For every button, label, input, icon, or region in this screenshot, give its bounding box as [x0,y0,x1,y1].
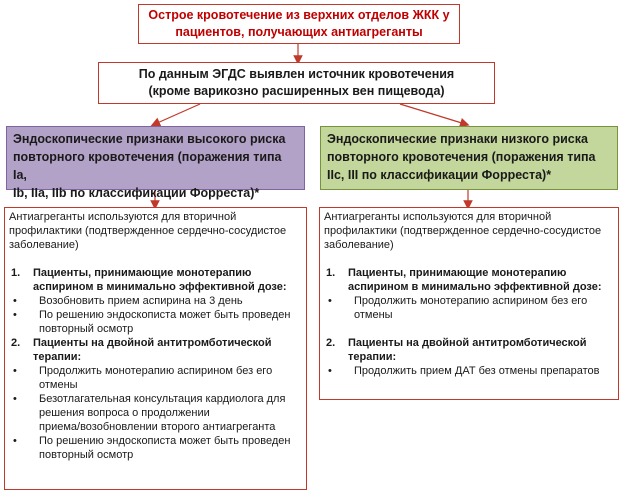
low-intro-line: профилактики (подтвержденное сердечно-сосудистое [324,225,602,237]
bullet-icon: • [328,365,332,377]
high-intro-line: Антиагреганты используются для вторичной [9,211,237,223]
low-intro-line: Антиагреганты используются для вторичной [324,211,552,223]
bullet-text: отмены [39,379,78,391]
item-text: Пациенты, принимающие монотерапию [348,267,567,279]
bleeding-box [138,4,460,44]
low-risk-detail-box [319,207,619,400]
bullet-text: По решению эндоскописта может быть проведен [39,435,291,447]
bullet-icon: • [13,393,17,405]
high-bullet-2 [9,308,302,336]
high-bullet-3 [9,364,302,392]
high-item-2 [9,336,302,364]
high-item-1 [9,266,302,294]
bullet-icon: • [13,295,17,307]
egds-line-1: По данным ЭГДС выявлен источник кровотечения [138,67,455,81]
bullet-text: решения вопроса о продолжении [39,407,210,419]
bullet-text: Продолжить прием ДАТ без отмены препаратов [354,365,600,377]
bullet-icon: • [13,365,17,377]
high-bullet-5 [9,434,302,462]
bullet-text: отмены [354,309,393,321]
bullet-text: Продолжить монотерапию аспирином без его [39,365,273,377]
bullet-icon: • [13,309,17,321]
high-risk-line-2: повторного кровотечения (поражения типа Ia, [13,150,282,182]
bullet-icon: • [328,295,332,307]
item-text: терапии: [348,351,397,363]
item-text: Пациенты на двойной антитромботической [33,337,272,349]
bullet-text: повторный осмотр [39,449,134,461]
low-risk-box [320,126,618,190]
item-text: аспирином в минимально эффективной дозе: [348,281,602,293]
arrow-egds-to-high [155,104,200,124]
bullet-icon: • [13,435,17,447]
item-text: Пациенты, принимающие монотерапию [33,267,252,279]
egds-box [98,62,495,104]
high-intro-line: заболевание) [9,239,79,251]
low-intro [324,210,614,252]
low-item-1 [324,266,614,294]
bullet-text: Продолжить монотерапию аспирином без его [354,295,588,307]
bleeding-line-2: пациентов, получающих антиагреганты [175,25,423,39]
item-text: аспирином в минимально эффективной дозе: [33,281,287,293]
item-number: 2. [11,337,21,349]
item-number: 2. [326,337,336,349]
high-bullet-1 [9,294,302,308]
item-number: 1. [11,267,21,279]
low-bullet-1 [324,294,614,322]
high-risk-box [6,126,305,200]
item-number: 1. [326,267,336,279]
high-risk-line-3: Ib, IIa, IIb по классификации Форреста)* [13,186,260,200]
low-risk-line-3: IIc, III по классификации Форреста)* [327,168,552,182]
egds-line-2: (кроме варикозно расширенных вен пищевода) [148,84,445,98]
low-risk-line-2: повторного кровотечения (поражения типа [327,150,596,164]
high-risk-line-1: Эндоскопические признаки высокого риска [13,132,286,146]
high-bullet-4 [9,392,302,434]
bleeding-line-1: Острое кровотечение из верхних отделов ЖКК у [148,8,450,22]
item-text: Пациенты на двойной антитромботической [348,337,587,349]
low-bullet-2 [324,364,614,378]
bullet-text: Возобновить прием аспирина на 3 день [39,295,243,307]
low-risk-line-1: Эндоскопические признаки низкого риска [327,132,588,146]
bullet-text: По решению эндоскописта может быть проведен [39,309,291,321]
high-intro [9,210,302,252]
high-risk-detail-box [4,207,307,490]
high-intro-line: профилактики (подтвержденное сердечно-сосудистое [9,225,287,237]
low-intro-line: заболевание) [324,239,394,251]
bullet-text: приема/возобновлении второго антиагреганта [39,421,276,433]
bullet-text: Безотлагательная консультация кардиолога для [39,393,286,405]
low-item-2 [324,336,614,364]
bullet-text: повторный осмотр [39,323,134,335]
arrow-egds-to-low [400,104,465,124]
item-text: терапии: [33,351,82,363]
